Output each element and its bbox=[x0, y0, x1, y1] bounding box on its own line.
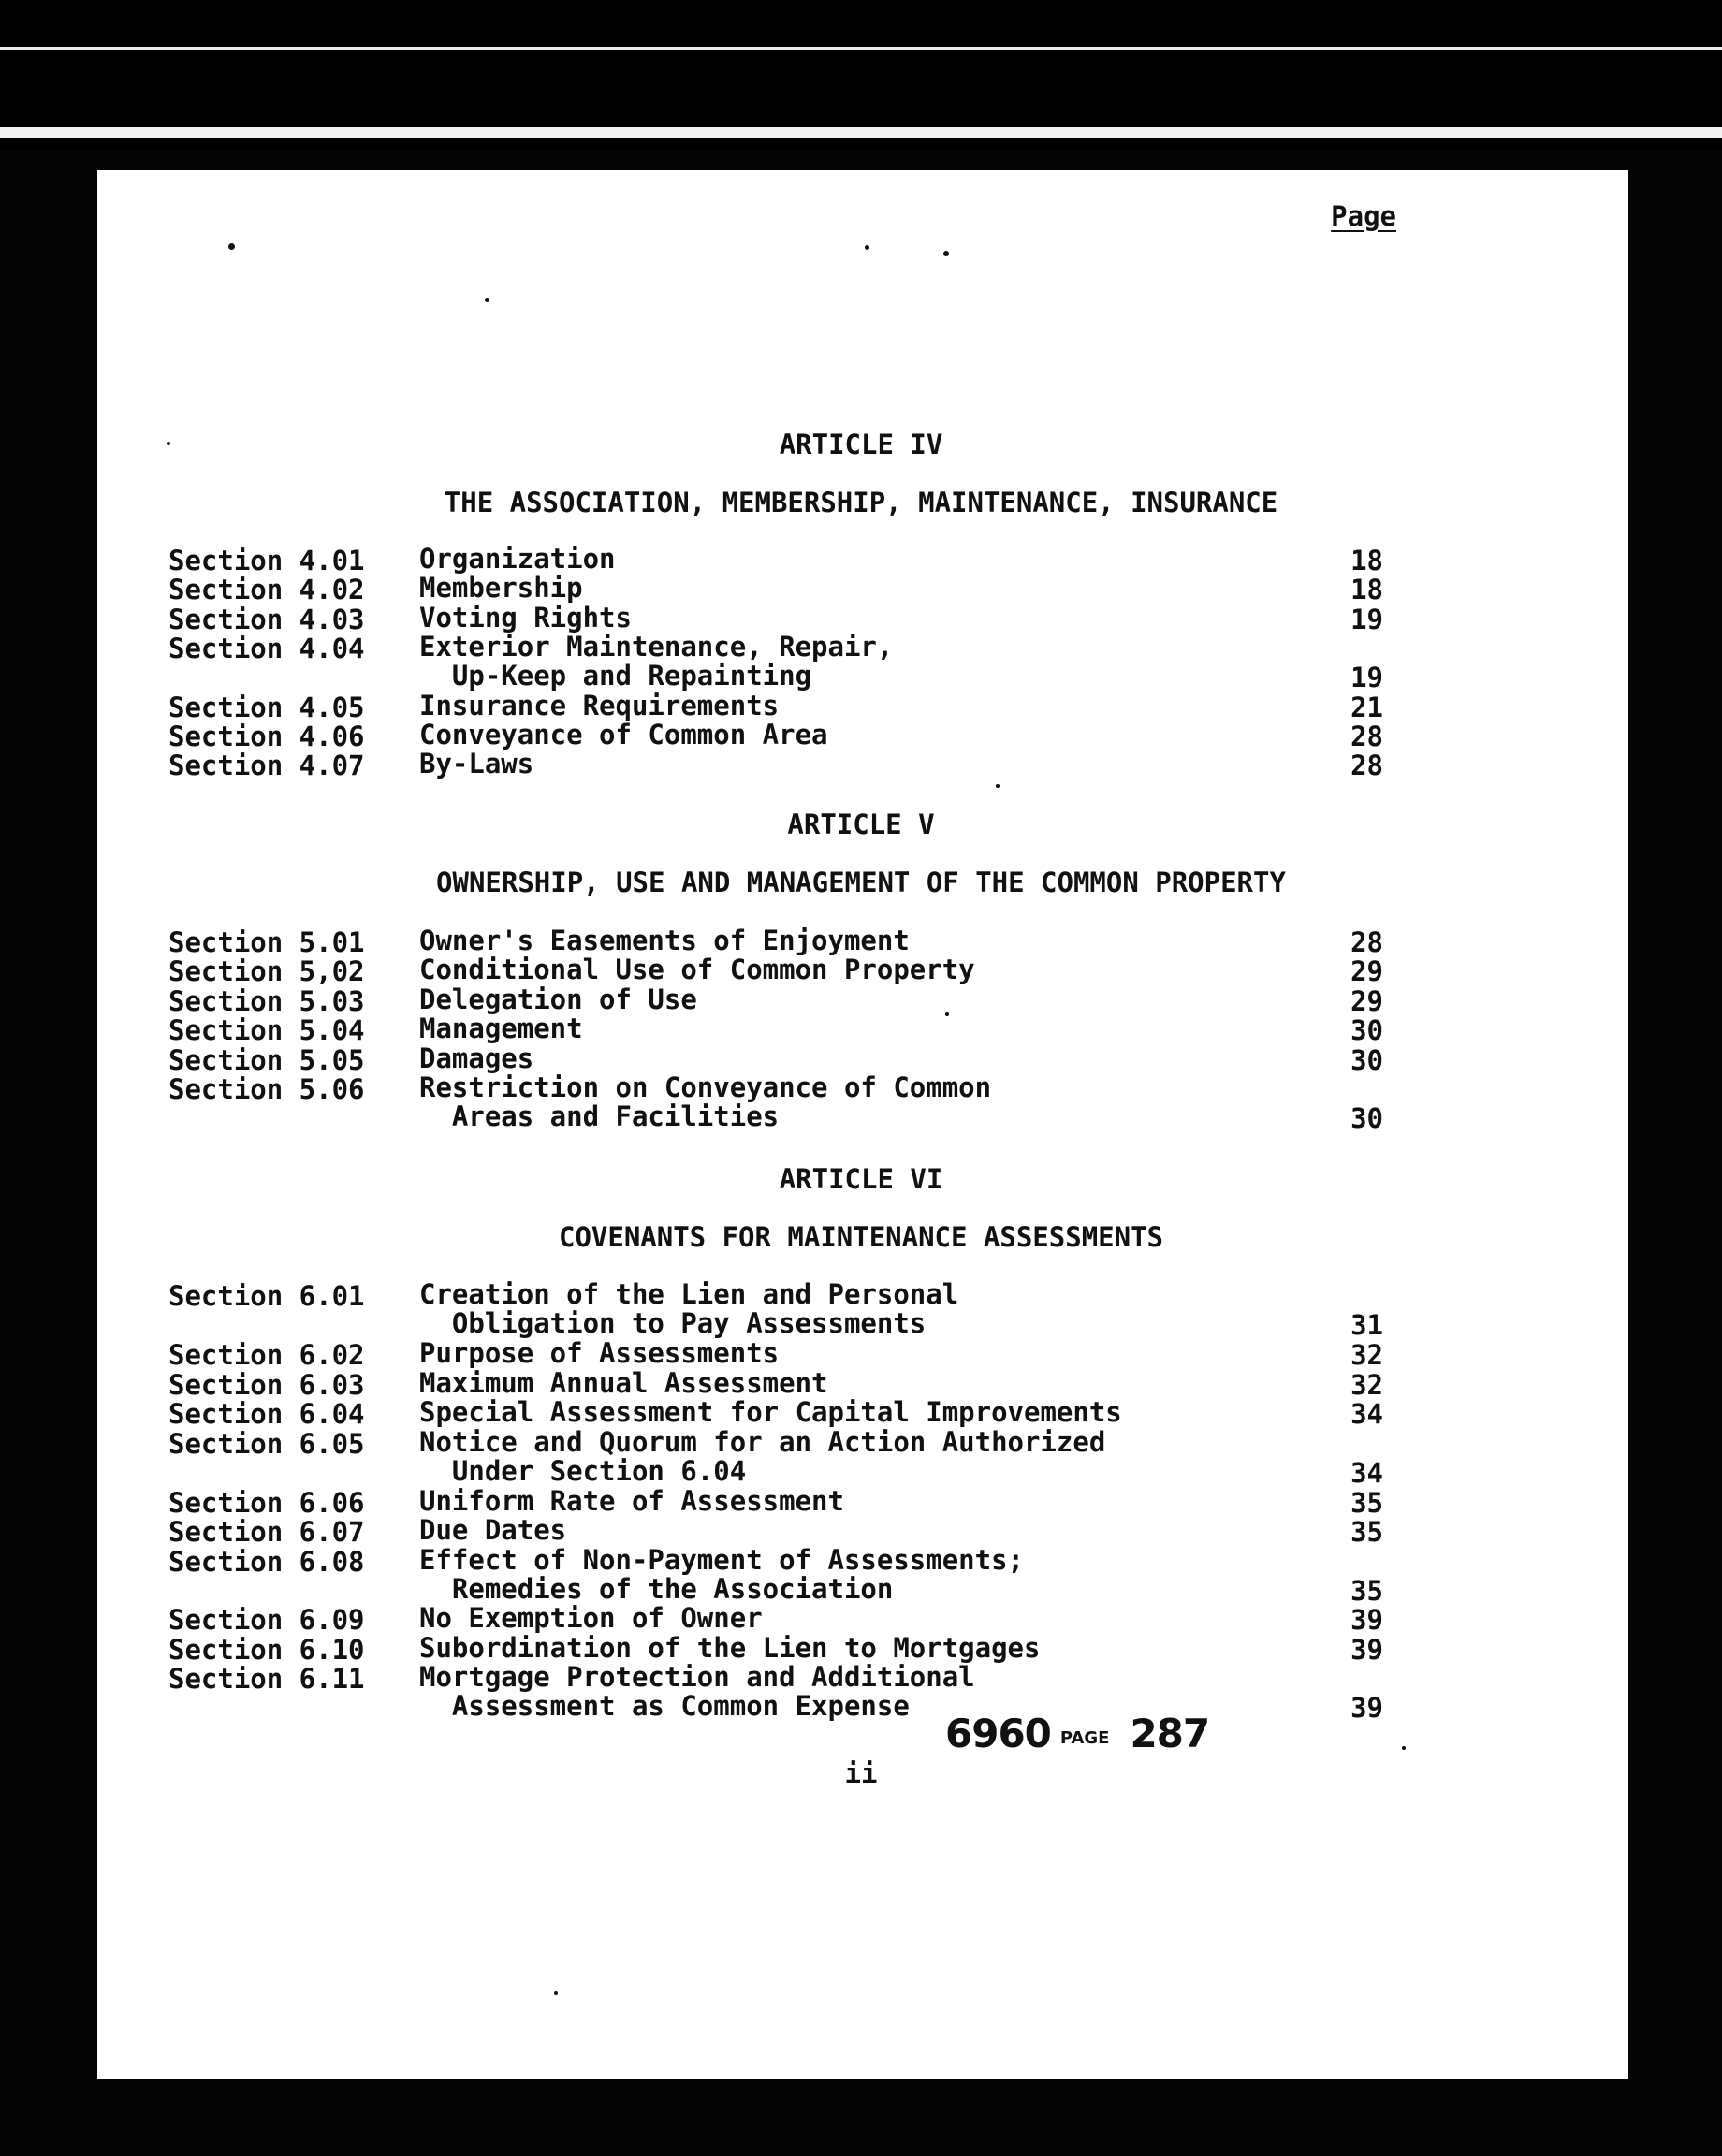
toc-entry bbox=[0, 750, 1535, 808]
section-page-number: 39 bbox=[1350, 1604, 1383, 1636]
section-page-number: 21 bbox=[1350, 692, 1383, 723]
section-title: Organization bbox=[419, 543, 616, 575]
section-title: Owner's Easements of Enjoyment bbox=[419, 925, 910, 956]
section-number: Section 6.05 bbox=[168, 1428, 365, 1460]
section-number: Section 5.05 bbox=[168, 1044, 365, 1076]
article-subtitle: COVENANTS FOR MAINTENANCE ASSESSMENTS bbox=[558, 1221, 1163, 1253]
section-number: Section 4.03 bbox=[168, 604, 365, 635]
section-title: Mortgage Protection and Additional Assessment as Common Expense bbox=[419, 1661, 975, 1722]
section-page-number: 31 bbox=[1350, 1309, 1383, 1341]
section-number: Section 6.11 bbox=[168, 1663, 365, 1695]
section-number: Section 6.06 bbox=[168, 1487, 365, 1519]
section-number: Section 6.08 bbox=[168, 1546, 365, 1578]
section-title: Special Assessment for Capital Improvements bbox=[419, 1396, 1122, 1428]
section-page-number: 32 bbox=[1350, 1369, 1383, 1401]
section-page-number: 34 bbox=[1350, 1398, 1383, 1430]
section-title: By-Laws bbox=[419, 748, 534, 779]
section-number: Section 6.09 bbox=[168, 1604, 365, 1636]
section-title: Conditional Use of Common Property bbox=[419, 954, 975, 985]
section-page-number: 18 bbox=[1350, 574, 1383, 605]
section-page-number: 30 bbox=[1350, 1102, 1383, 1134]
section-title: Conveyance of Common Area bbox=[419, 719, 828, 750]
toc-entry bbox=[0, 1071, 1535, 1134]
stamp-page-word: PAGE bbox=[1059, 1728, 1110, 1748]
section-title: Due Dates bbox=[419, 1514, 567, 1546]
scan-speck bbox=[167, 442, 170, 445]
section-page-number: 28 bbox=[1350, 926, 1383, 958]
section-page-number: 29 bbox=[1350, 955, 1383, 987]
section-title: Effect of Non-Payment of Assessments; Remedies of the Association bbox=[419, 1544, 1025, 1605]
section-number: Section 6.07 bbox=[168, 1516, 365, 1548]
section-number: Section 6.01 bbox=[168, 1280, 365, 1312]
section-page-number: 35 bbox=[1350, 1487, 1383, 1519]
section-number: Section 5.03 bbox=[168, 985, 365, 1017]
section-number: Section 4.06 bbox=[168, 721, 365, 752]
section-number: Section 4.07 bbox=[168, 750, 365, 781]
scan-speck bbox=[485, 298, 489, 302]
section-title: Exterior Maintenance, Repair, Up-Keep and Repainting bbox=[419, 631, 894, 692]
section-page-number: 18 bbox=[1350, 545, 1383, 576]
section-title: Uniform Rate of Assessment bbox=[419, 1485, 844, 1517]
book-page-number: 287 bbox=[1130, 1711, 1210, 1756]
section-page-number: 30 bbox=[1350, 1014, 1383, 1046]
section-title: Restriction on Conveyance of Common Areas and Facilities bbox=[419, 1071, 992, 1132]
section-number: Section 4.01 bbox=[168, 545, 365, 576]
section-number: Section 5.01 bbox=[168, 926, 365, 958]
section-number: Section 5.04 bbox=[168, 1014, 365, 1046]
scan-speck bbox=[943, 251, 949, 256]
section-number: Section 4.02 bbox=[168, 574, 365, 605]
article-title: ARTICLE IV bbox=[779, 429, 943, 460]
article-subtitle: THE ASSOCIATION, MEMBERSHIP, MAINTENANCE, INSURANCE bbox=[444, 487, 1278, 518]
scan-speck bbox=[1402, 1746, 1406, 1750]
section-page-number: 19 bbox=[1350, 604, 1383, 635]
scanner-rule-bottom bbox=[0, 127, 1722, 138]
section-page-number: 35 bbox=[1350, 1575, 1383, 1607]
section-number: Section 5,02 bbox=[168, 955, 365, 987]
section-title: Maximum Annual Assessment bbox=[419, 1367, 828, 1399]
section-title: Notice and Quorum for an Action Authorized Under Section 6.04 bbox=[419, 1426, 1106, 1487]
section-title: Creation of the Lien and Personal Obligation to Pay Assessments bbox=[419, 1278, 959, 1339]
section-number: Section 6.02 bbox=[168, 1339, 365, 1371]
section-title: Membership bbox=[419, 572, 583, 604]
section-number: Section 4.05 bbox=[168, 692, 365, 723]
section-title: Damages bbox=[419, 1042, 534, 1074]
section-page-number: 30 bbox=[1350, 1044, 1383, 1076]
scan-speck bbox=[865, 245, 869, 250]
section-page-number: 28 bbox=[1350, 750, 1383, 781]
section-page-number: 19 bbox=[1350, 662, 1383, 693]
section-page-number: 32 bbox=[1350, 1339, 1383, 1371]
section-number: Section 4.04 bbox=[168, 633, 365, 664]
scan-speck bbox=[228, 243, 235, 250]
toc-entry bbox=[0, 1426, 1535, 1489]
recording-stamp bbox=[945, 1711, 1209, 1756]
section-page-number: 29 bbox=[1350, 985, 1383, 1017]
section-title: Insurance Requirements bbox=[419, 690, 780, 721]
section-page-number: 39 bbox=[1350, 1634, 1383, 1666]
section-title: Subordination of the Lien to Mortgages bbox=[419, 1632, 1041, 1664]
page-folio: ii bbox=[844, 1757, 878, 1789]
scanner-rule-top bbox=[0, 47, 1722, 50]
section-page-number: 28 bbox=[1350, 721, 1383, 752]
toc-entry bbox=[0, 1661, 1535, 1724]
section-number: Section 6.10 bbox=[168, 1634, 365, 1666]
page-column-header: Page bbox=[1331, 200, 1396, 232]
article-title: ARTICLE V bbox=[787, 808, 935, 840]
toc-entry bbox=[0, 633, 1535, 691]
toc-entry bbox=[0, 1278, 1535, 1341]
scan-speck bbox=[554, 1991, 558, 1995]
section-number: Section 6.04 bbox=[168, 1398, 365, 1430]
article-subtitle: OWNERSHIP, USE AND MANAGEMENT OF THE COMMON PROPERTY bbox=[436, 867, 1286, 898]
section-number: Section 6.03 bbox=[168, 1369, 365, 1401]
book-number: 6960 bbox=[945, 1711, 1051, 1756]
section-page-number: 39 bbox=[1350, 1692, 1383, 1724]
section-page-number: 35 bbox=[1350, 1516, 1383, 1548]
section-title: Management bbox=[419, 1012, 583, 1044]
section-number: Section 5.06 bbox=[168, 1073, 365, 1105]
section-title: Voting Rights bbox=[419, 602, 632, 634]
toc-entry bbox=[0, 1544, 1535, 1607]
section-page-number: 34 bbox=[1350, 1457, 1383, 1489]
section-title: Purpose of Assessments bbox=[419, 1337, 780, 1369]
section-title: No Exemption of Owner bbox=[419, 1602, 763, 1634]
section-title: Delegation of Use bbox=[419, 983, 697, 1015]
article-title: ARTICLE VI bbox=[779, 1163, 943, 1195]
